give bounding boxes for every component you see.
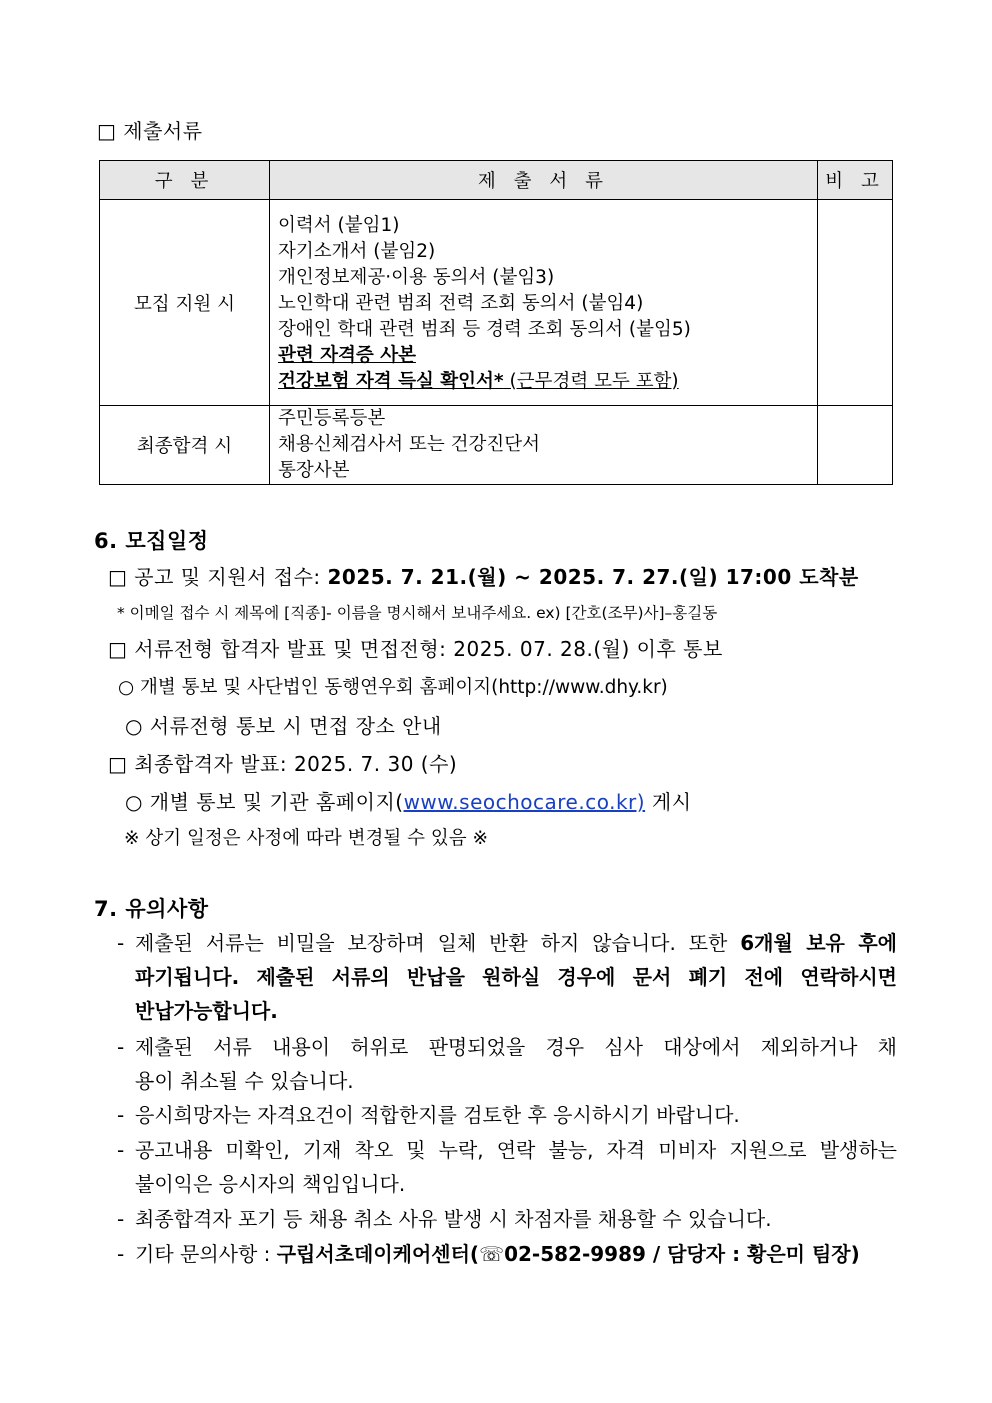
doc-item: 이력서 (붙임1) [278, 214, 400, 236]
header-category: 구 분 [100, 161, 270, 200]
doc-item: 관련 자격증 사본 [278, 344, 416, 366]
documents-table [99, 160, 893, 485]
schedule-final-notice [125, 786, 692, 815]
final-notice-text: ○ 개별 통보 및 기관 홈페이지( [125, 790, 404, 814]
row-documents [270, 406, 818, 485]
dash-bullet: - [117, 1207, 125, 1231]
notice-text-bold: 파기됩니다. 제출된 서류의 반납을 원하실 경우에 문서 폐기 전에 연락하시면 [135, 965, 897, 989]
table-row [100, 406, 893, 485]
notice-text: 제출된 서류는 비밀을 보장하며 일체 반환 하지 않습니다. 또한 [135, 931, 741, 955]
dash-bullet: - [117, 1242, 125, 1266]
schedule-interview-place: ○ 서류전형 통보 시 면접 장소 안내 [125, 714, 442, 738]
email-note: * 이메일 접수 시 제목에 [직종]- 이름을 명시해서 보내주세요. ex) [간호(조무)사]–홍길동 [117, 604, 718, 622]
notice-text: 용이 취소될 수 있습니다. [135, 1069, 354, 1093]
notice-text: 공고내용 미확인, 기재 착오 및 누락, 연락 불능, 자격 미비자 지원으로 발생하는 [135, 1138, 897, 1162]
schedule-interview-line: □ 서류전형 합격자 발표 및 면접전형: 2025. 07. 28.(월) 이후 통보 [108, 637, 723, 661]
schedule-application-line [108, 561, 859, 590]
notice-text: 불이익은 응시자의 책임입니다. [135, 1172, 406, 1196]
doc-item: 채용신체검사서 또는 건강진단서 [278, 434, 540, 455]
dash-bullet: - [117, 1138, 125, 1162]
doc-item: 노인학대 관련 범죄 전력 조회 동의서 (붙임4) [278, 292, 644, 314]
header-documents: 제 출 서 류 [270, 161, 818, 200]
doc-item: 통장사본 [278, 460, 350, 481]
schedule-application-dates: 2025. 7. 21.(월) ~ 2025. 7. 27.(일) 17:00 도착분 [327, 565, 859, 589]
row-category: 모집 지원 시 [100, 200, 270, 406]
schedule-interview-notice: ○ 개별 통보 및 사단법인 동행연우회 홈페이지(http://www.dhy.kr) [118, 677, 668, 698]
website-link[interactable]: www.seochocare.co.kr) [403, 790, 646, 814]
notice-text-bold: 반납가능합니다. [135, 999, 278, 1023]
row-note [818, 406, 893, 485]
doc-item: 자기소개서 (붙임2) [278, 240, 436, 262]
table-header-row [100, 161, 893, 200]
header-note: 비 고 [818, 161, 893, 200]
notice-text: 최종합격자 포기 등 채용 취소 사유 발생 시 차점자를 채용할 수 있습니다. [135, 1207, 772, 1231]
schedule-final-line: □ 최종합격자 발표: 2025. 7. 30 (수) [108, 752, 458, 776]
section-docs-title: □ 제출서류 [97, 119, 203, 143]
final-notice-suffix: 게시 [645, 790, 692, 814]
table-row [100, 200, 893, 406]
notice-text: 제출된 서류 내용이 허위로 판명되었을 경우 심사 대상에서 제외하거나 채 [135, 1035, 897, 1059]
dash-bullet: - [117, 1035, 125, 1059]
dash-bullet: - [117, 931, 125, 955]
notice-text-bold: 6개월 보유 후에 [740, 931, 897, 955]
contact-label: 기타 문의사항 : [135, 1242, 277, 1266]
row-category: 최종합격 시 [100, 406, 270, 485]
row-note [818, 200, 893, 406]
section7-heading: 7. 유의사항 [94, 897, 209, 921]
doc-item: 주민등록등본 [278, 408, 386, 429]
dash-bullet: - [117, 1103, 125, 1127]
doc-item: 장애인 학대 관련 범죄 등 경력 조회 동의서 (붙임5) [278, 318, 691, 340]
contact-info: 구립서초데이케어센터(☏02-582-9989 / 담당자 : 황은미 팀장) [276, 1242, 860, 1266]
doc-item: 건강보험 자격 득실 확인서* [278, 370, 504, 392]
schedule-application-label: □ 공고 및 지원서 접수: [108, 565, 328, 589]
schedule-change-note: ※ 상기 일정은 사정에 따라 변경될 수 있음 ※ [124, 828, 488, 849]
section6-heading: 6. 모집일정 [94, 529, 209, 553]
notice-text: 응시희망자는 자격요건이 적합한지를 검토한 후 응시하시기 바랍니다. [135, 1103, 740, 1127]
doc-item: 개인정보제공·이용 동의서 (붙임3) [278, 266, 555, 288]
row-documents [270, 200, 818, 406]
doc-item-note: (근무경력 모두 포함) [509, 370, 679, 392]
